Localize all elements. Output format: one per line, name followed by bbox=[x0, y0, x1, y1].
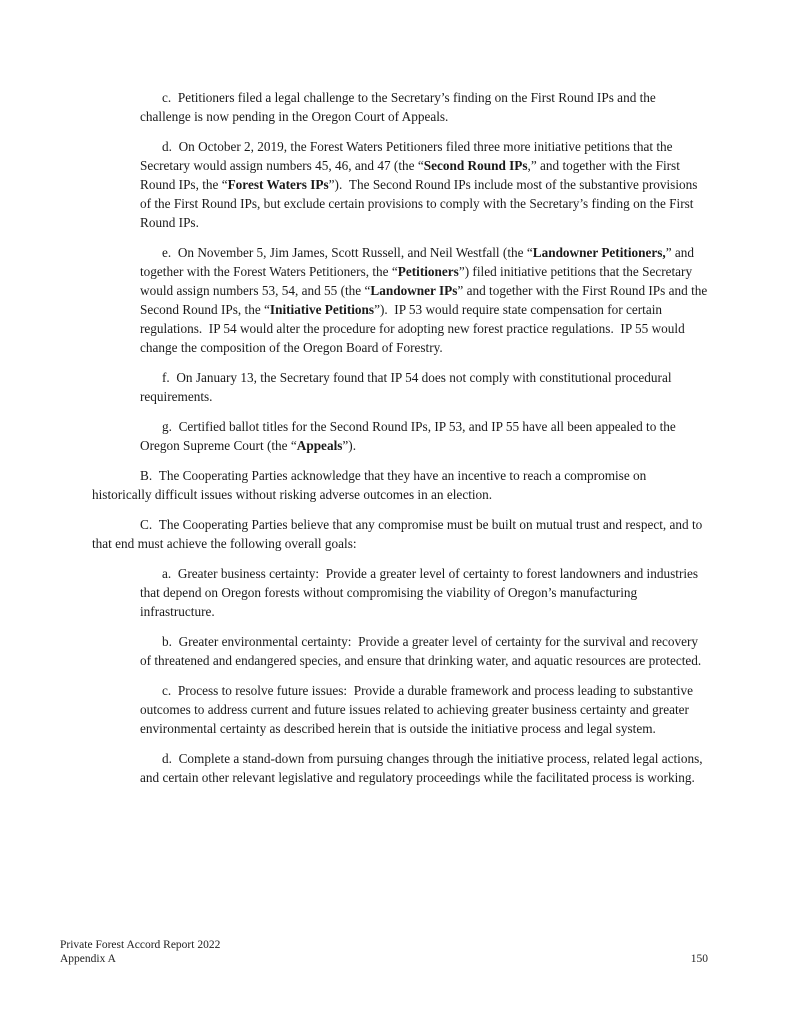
paragraph-text: c. Petitioners filed a legal challenge to the Secretary’s finding on the First Round IPs and the challenge is now pending in the Oregon Court of Appeals. bbox=[140, 90, 656, 124]
footer-report-title: Private Forest Accord Report 2022 bbox=[60, 939, 221, 951]
paragraph-text: f. On January 13, the Secretary found that IP 54 does not comply with constitutional procedural requirements. bbox=[140, 370, 672, 404]
paragraph-text: ”). The Second Round IPs include most of the substantive provisions of the First Round IPs, but exclude certain provisions to comply with the Secretary’s finding on the First Round IPs. bbox=[140, 177, 698, 230]
paragraph-g bbox=[140, 417, 708, 455]
paragraph-B bbox=[92, 466, 708, 504]
paragraph-f bbox=[140, 368, 708, 406]
paragraph-text: ” and together with the Forest Waters Petitioners, the “ bbox=[140, 245, 695, 279]
paragraph-text: ”). IP 53 would require state compensation for certain regulations. IP 54 would alter the procedure for adopting new forest practice regulations. IP 55 would change the composition of the Oregon Board of Forestry. bbox=[140, 302, 685, 355]
defined-term: Landowner Petitioners, bbox=[532, 245, 666, 260]
paragraph-text: d. On October 2, 2019, the Forest Waters Petitioners filed three more initiative petitions that the Secretary would assign numbers 45, 46, and 47 (the “ bbox=[140, 139, 673, 173]
paragraph-C bbox=[92, 515, 708, 553]
paragraph-Cb bbox=[140, 632, 708, 670]
paragraph-text: ”). bbox=[342, 438, 357, 453]
defined-term: Appeals bbox=[296, 438, 343, 453]
defined-term: Initiative Petitions bbox=[269, 302, 375, 317]
paragraph-e bbox=[140, 243, 708, 357]
paragraph-Cd bbox=[140, 749, 708, 787]
paragraph-text: B. The Cooperating Parties acknowledge that they have an incentive to reach a compromise on historically difficult issues without risking adverse outcomes in an election. bbox=[92, 468, 647, 502]
defined-term: Petitioners bbox=[397, 264, 459, 279]
defined-term: Second Round IPs bbox=[423, 158, 528, 173]
paragraph-c bbox=[140, 88, 708, 126]
page-number: 150 bbox=[690, 953, 708, 965]
paragraph-text: ”) filed initiative petitions that the Secretary would assign numbers 53, 54, and 55 (the “ bbox=[140, 264, 693, 298]
page-footer bbox=[60, 938, 708, 966]
footer-appendix-label: Appendix A bbox=[60, 953, 116, 965]
document-body bbox=[92, 88, 708, 798]
defined-term: Forest Waters IPs bbox=[227, 177, 329, 192]
paragraph-text: e. On November 5, Jim James, Scott Russell, and Neil Westfall (the “ bbox=[162, 245, 533, 260]
paragraph-text: ,” and together with the First Round IPs, the “ bbox=[140, 158, 680, 192]
paragraph-text: a. Greater business certainty: Provide a greater level of certainty to forest landowners and industries that depend on Oregon forests without compromising the viability of Oregon’s manufacturing infrastructure. bbox=[140, 566, 699, 619]
defined-term: Landowner IPs bbox=[370, 283, 458, 298]
paragraph-text: c. Process to resolve future issues: Provide a durable framework and process leading to substantive outcomes to address current and future issues related to achieving greater business certainty and greater environmental certainty as described herein that is outside the initiative process and legal system. bbox=[140, 683, 693, 736]
paragraph-text: C. The Cooperating Parties believe that any compromise must be built on mutual trust and respect, and to that end must achieve the following overall goals: bbox=[92, 517, 703, 551]
paragraph-text: ” and together with the First Round IPs and the Second Round IPs, the “ bbox=[140, 283, 708, 317]
paragraph-d bbox=[140, 137, 708, 232]
paragraph-text: d. Complete a stand-down from pursuing changes through the initiative process, related legal actions, and certain other relevant legislative and regulatory proceedings while the facilitated process is working. bbox=[140, 751, 703, 785]
paragraph-Ca bbox=[140, 564, 708, 621]
paragraph-text: g. Certified ballot titles for the Second Round IPs, IP 53, and IP 55 have all been appealed to the Oregon Supreme Court (the “ bbox=[140, 419, 676, 453]
paragraph-Cc bbox=[140, 681, 708, 738]
paragraph-text: b. Greater environmental certainty: Provide a greater level of certainty for the survival and recovery of threatened and endangered species, and ensure that drinking water, and aquatic resources are protected. bbox=[140, 634, 702, 668]
